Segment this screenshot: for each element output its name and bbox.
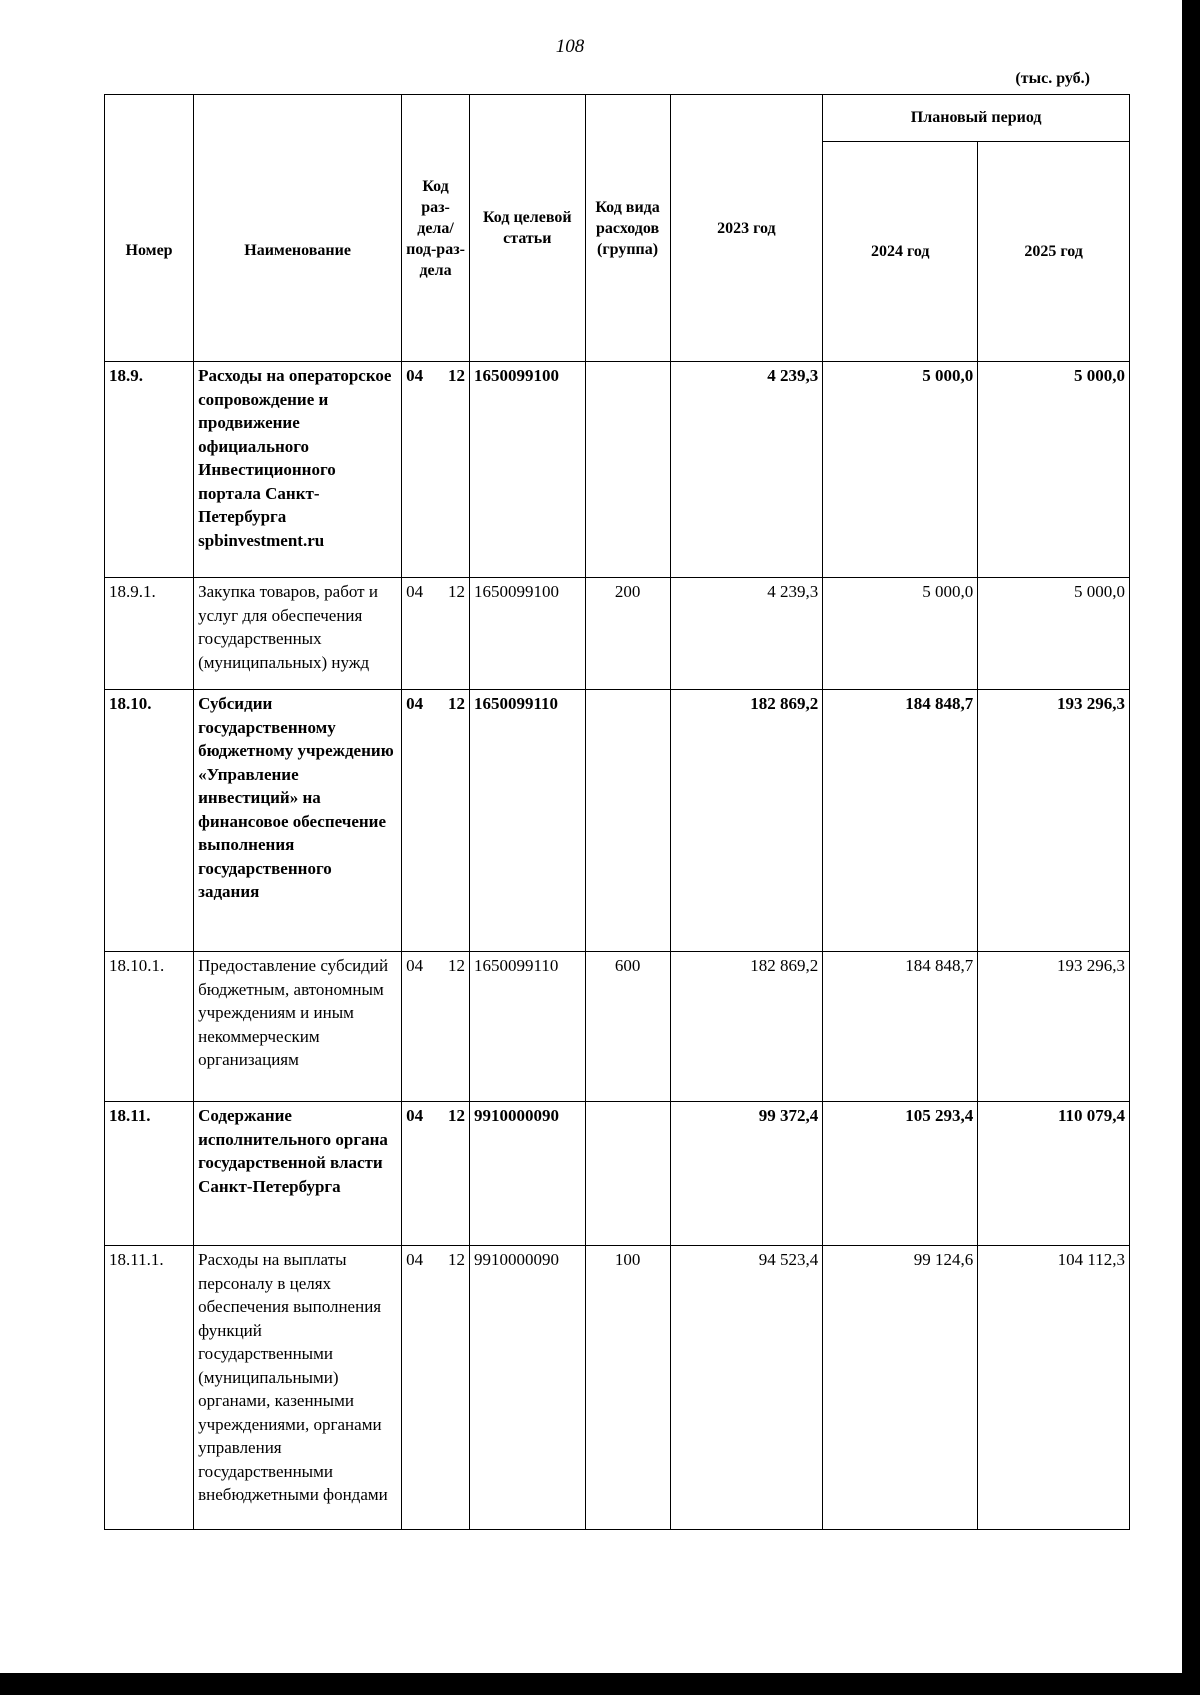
row-kod-celevoy: 1650099110 xyxy=(469,952,585,1102)
row-podrazdel: 12 xyxy=(447,582,465,601)
row-nomer: 18.10. xyxy=(105,690,194,952)
budget-table xyxy=(104,94,1130,1530)
row-name: Расходы на операторское сопровождение и продвижение официального Инвестиционного портала Санкт-Петербурга spbinvestment.ru xyxy=(194,362,402,578)
row-podrazdel: 12 xyxy=(447,1250,465,1269)
header-2023: 2023 год xyxy=(670,95,823,362)
row-kod-celevoy: 9910000090 xyxy=(469,1246,585,1530)
row-kod-razdela xyxy=(402,690,470,952)
row-2023: 4 239,3 xyxy=(670,578,823,690)
row-2024: 184 848,7 xyxy=(823,690,978,952)
header-naimenovanie: Наименование xyxy=(194,95,402,362)
row-nomer: 18.9.1. xyxy=(105,578,194,690)
row-name: Расходы на выплаты персоналу в целях обеспечения выполнения функций государственными (муниципальными) органами, казенными учреждениями, органами управления государственными внебюджетными фондами xyxy=(194,1246,402,1530)
row-kod-razdela xyxy=(402,578,470,690)
header-kod-celevoy: Код целевой статьи xyxy=(469,95,585,362)
row-razdel: 04 xyxy=(406,1106,424,1125)
header-row-1 xyxy=(105,95,1130,142)
row-2023: 4 239,3 xyxy=(670,362,823,578)
row-2025: 193 296,3 xyxy=(978,952,1130,1102)
table-row xyxy=(105,690,1130,952)
row-2025: 110 079,4 xyxy=(978,1102,1130,1246)
row-kod-razdela xyxy=(402,1246,470,1530)
row-2025: 5 000,0 xyxy=(978,578,1130,690)
row-2023: 99 372,4 xyxy=(670,1102,823,1246)
row-nomer: 18.11. xyxy=(105,1102,194,1246)
row-2024: 105 293,4 xyxy=(823,1102,978,1246)
row-nomer: 18.11.1. xyxy=(105,1246,194,1530)
header-nomer: Номер xyxy=(105,95,194,362)
row-podrazdel: 12 xyxy=(447,694,465,713)
scan-edge-right xyxy=(1182,0,1200,1695)
row-2024: 184 848,7 xyxy=(823,952,978,1102)
row-kod-celevoy: 1650099100 xyxy=(469,362,585,578)
table-row xyxy=(105,1102,1130,1246)
units-label: (тыс. руб.) xyxy=(1015,70,1090,87)
row-name: Содержание исполнительного органа государственной власти Санкт-Петербурга xyxy=(194,1102,402,1246)
row-kod-vida xyxy=(585,1102,670,1246)
row-kod-vida: 100 xyxy=(585,1246,670,1530)
row-2025: 193 296,3 xyxy=(978,690,1130,952)
row-kod-vida xyxy=(585,362,670,578)
row-kod-celevoy: 9910000090 xyxy=(469,1102,585,1246)
row-2023: 182 869,2 xyxy=(670,952,823,1102)
row-name: Субсидии государственному бюджетному учреждению «Управление инвестиций» на финансовое обеспечение выполнения государственного задания xyxy=(194,690,402,952)
row-razdel: 04 xyxy=(406,956,424,975)
row-2024: 99 124,6 xyxy=(823,1246,978,1530)
table-row xyxy=(105,362,1130,578)
row-kod-celevoy: 1650099110 xyxy=(469,690,585,952)
page-number: 108 xyxy=(555,36,585,57)
scan-edge-bottom xyxy=(0,1673,1200,1695)
row-2024: 5 000,0 xyxy=(823,578,978,690)
row-nomer: 18.9. xyxy=(105,362,194,578)
row-name: Предоставление субсидий бюджетным, автономным учреждениям и иным некоммерческим организациям xyxy=(194,952,402,1102)
row-kod-razdela xyxy=(402,952,470,1102)
row-name: Закупка товаров, работ и услуг для обеспечения государственных (муниципальных) нужд xyxy=(194,578,402,690)
table-row xyxy=(105,1246,1130,1530)
row-kod-razdela xyxy=(402,1102,470,1246)
row-kod-vida: 200 xyxy=(585,578,670,690)
row-razdel: 04 xyxy=(406,694,424,713)
row-2024: 5 000,0 xyxy=(823,362,978,578)
header-kod-razdela: Код раз-дела/ под-раз-дела xyxy=(402,95,470,362)
row-2025: 104 112,3 xyxy=(978,1246,1130,1530)
header-2025: 2025 год xyxy=(978,141,1130,361)
row-kod-razdela xyxy=(402,362,470,578)
row-podrazdel: 12 xyxy=(447,956,465,975)
row-kod-celevoy: 1650099100 xyxy=(469,578,585,690)
row-nomer: 18.10.1. xyxy=(105,952,194,1102)
row-kod-vida xyxy=(585,690,670,952)
row-razdel: 04 xyxy=(406,366,424,385)
row-2025: 5 000,0 xyxy=(978,362,1130,578)
header-2024: 2024 год xyxy=(823,141,978,361)
row-podrazdel: 12 xyxy=(447,366,465,385)
header-planovy-period: Плановый период xyxy=(823,95,1130,142)
row-razdel: 04 xyxy=(406,582,424,601)
row-razdel: 04 xyxy=(406,1250,424,1269)
table-row xyxy=(105,952,1130,1102)
row-2023: 182 869,2 xyxy=(670,690,823,952)
table-row xyxy=(105,578,1130,690)
row-2023: 94 523,4 xyxy=(670,1246,823,1530)
row-podrazdel: 12 xyxy=(447,1106,465,1125)
row-kod-vida: 600 xyxy=(585,952,670,1102)
header-kod-vida: Код вида расходов (группа) xyxy=(585,95,670,362)
